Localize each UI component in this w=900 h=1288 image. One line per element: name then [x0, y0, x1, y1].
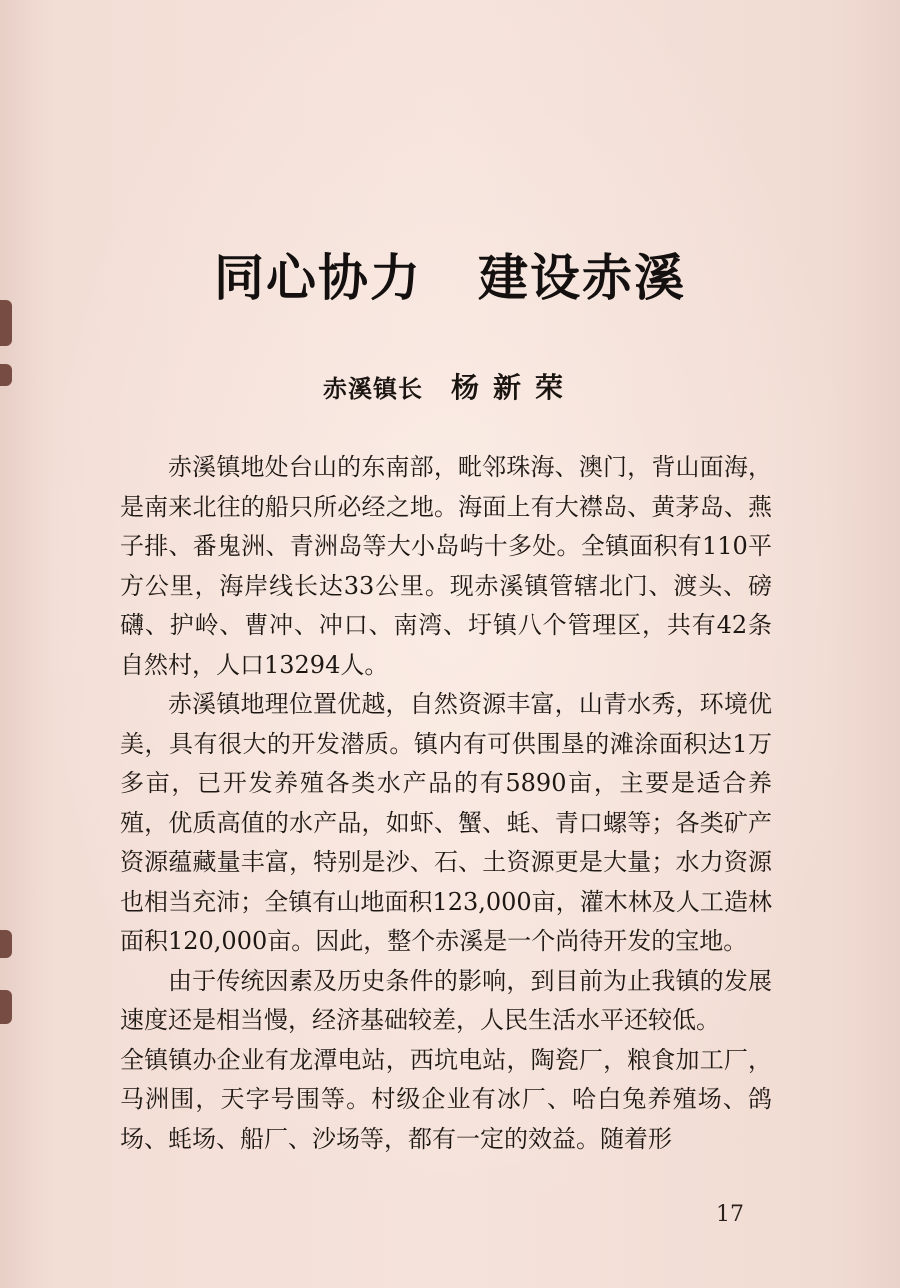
paragraph-1: 赤溪镇地处台山的东南部，毗邻珠海、澳门，背山面海，是南来北往的船只所必经之地。海面上有大襟岛、黄茅岛、燕子排、番鬼洲、青洲岛等大小岛屿十多处。全镇面积有110平方公里，海岸线长达33公里。现赤溪镇管辖北门、渡头、磅礴、护岭、曹冲、冲口、南湾、圩镇八个管理区，共有42条自然村，人口13294人。 — [120, 453, 772, 679]
binding-stain — [0, 930, 12, 958]
author-byline — [0, 366, 900, 406]
paragraph-3: 由于传统因素及历史条件的影响，到目前为止我镇的发展速度还是相当慢，经济基础较差，人民生活水平还较低。 — [120, 966, 772, 1034]
title-part-1: 同心协力 — [214, 249, 422, 307]
author-role: 赤溪镇长 — [322, 374, 423, 403]
article-body — [120, 448, 772, 1159]
author-name: 杨新荣 — [450, 371, 577, 404]
paragraph-4: 全镇镇办企业有龙潭电站，西坑电站，陶瓷厂，粮食加工厂，马洲围，天字号围等。村级企业有冰厂、哈白兔养殖场、鸽场、蚝场、船厂、沙场等，都有一定的效益。随着形 — [120, 1045, 772, 1153]
binding-stain — [0, 990, 12, 1024]
article-title — [0, 238, 900, 310]
page-number: 17 — [716, 1202, 744, 1227]
title-part-2: 建设赤溪 — [478, 249, 686, 307]
paragraph-2: 赤溪镇地理位置优越，自然资源丰富，山青水秀，环境优美，具有很大的开发潜质。镇内有可供围垦的滩涂面积达1万多亩，已开发养殖各类水产品的有5890亩，主要是适合养殖，优质高值的水产品，如虾、蟹、蚝、青口螺等；各类矿产资源蕴藏量丰富，特别是沙、石、土资源更是大量；水力资源也相当充沛；全镇有山地面积123,000亩，灌木林及人工造林面积120,000亩。因此，整个赤溪是一个尚待开发的宝地。 — [120, 690, 772, 955]
